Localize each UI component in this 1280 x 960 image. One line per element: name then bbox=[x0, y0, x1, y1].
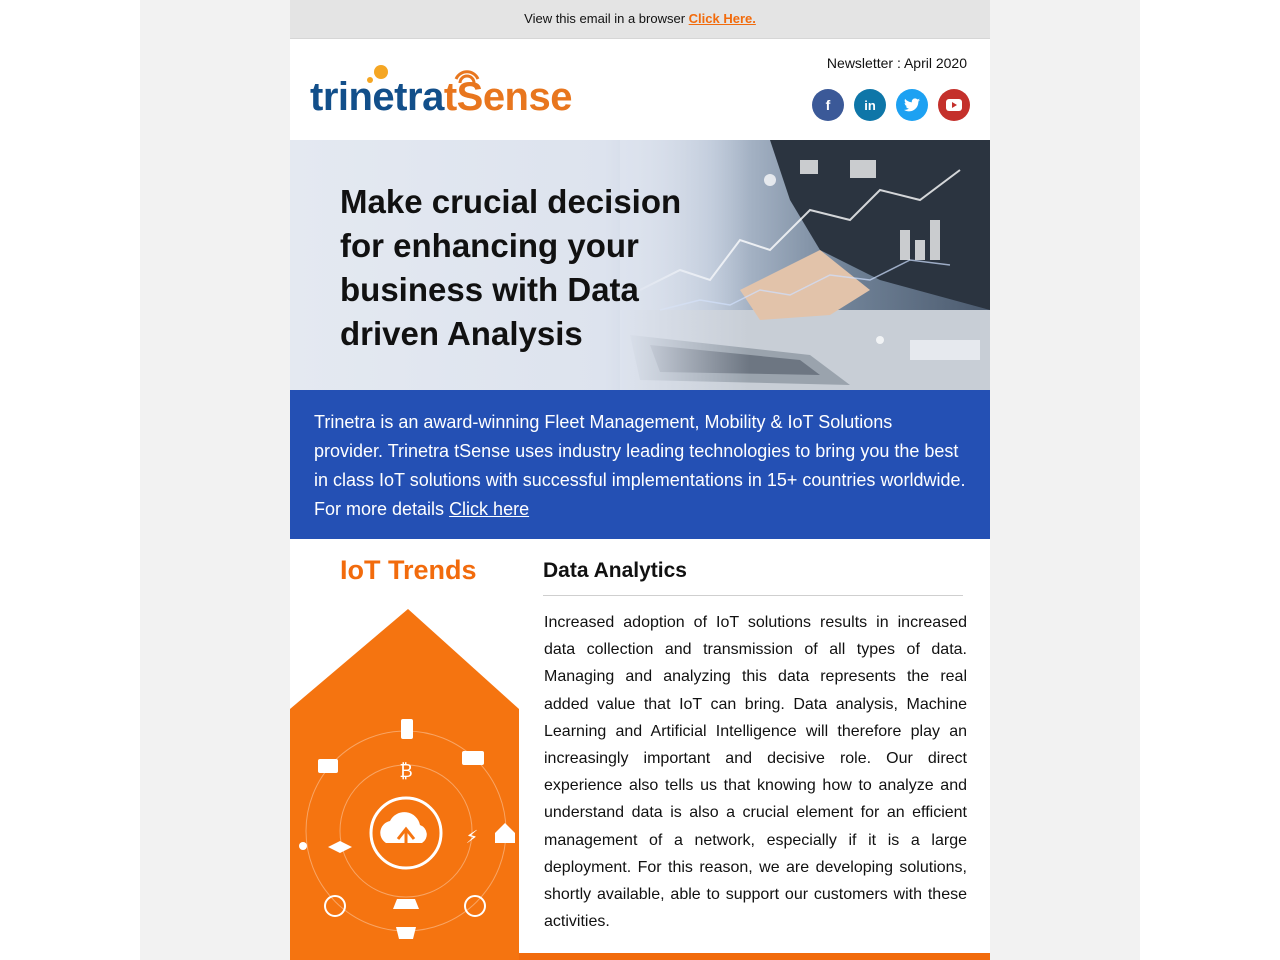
hero-headline: Make crucial decision for enhancing your business with Data driven Analysis bbox=[340, 183, 682, 352]
browser-view-text: View this email in a browser bbox=[524, 11, 686, 26]
social-links bbox=[812, 89, 970, 121]
twitter-icon[interactable] bbox=[896, 89, 928, 121]
view-in-browser-link[interactable]: Click Here. bbox=[688, 11, 756, 26]
logo-wordmark bbox=[310, 75, 572, 120]
browser-view-bar bbox=[290, 0, 990, 39]
facebook-icon[interactable]: f bbox=[812, 89, 844, 121]
section-bottom-strip bbox=[519, 953, 990, 960]
iot-cloud-illustration bbox=[290, 609, 520, 960]
section-title: IoT Trends bbox=[340, 555, 477, 585]
company-intro bbox=[290, 390, 990, 539]
article-body: Increased adoption of IoT solutions results in increased data collection and transmission of all types of data. Managing and analyzing this data represents the real added value that IoT can bring. Data analysis, Machine Learning and Artificial Intelligence will therefore play an increasingly important and decisive role. Our direct experience also tells us that knowing how to analyze and understand data is also a crucial element for an efficient management of a network, especially if it is a large deployment. For this reason, we are developing solutions, shortly available, able to support our customers with these activities. bbox=[544, 614, 967, 931]
youtube-icon[interactable] bbox=[938, 89, 970, 121]
email-header bbox=[290, 39, 990, 140]
article-divider bbox=[543, 595, 963, 596]
email-container bbox=[290, 0, 990, 960]
more-details-link[interactable]: Click here bbox=[449, 499, 530, 519]
iot-trends-section bbox=[290, 539, 990, 960]
logo-part-trinetra: trinetra bbox=[310, 75, 444, 119]
newsletter-date: Newsletter : April 2020 bbox=[826, 55, 967, 71]
intro-text: Trinetra is an award-winning Fleet Management, Mobility & IoT Solutions provider. Trinetra tSense uses industry leading technologies to bring you the best in class IoT solutions with successful implementations in 15+ countries worldwide. For more details bbox=[314, 412, 966, 519]
svg-text:₿: ₿ bbox=[399, 761, 413, 782]
article-title: Data Analytics bbox=[543, 559, 687, 582]
svg-text:⚡: ⚡ bbox=[465, 827, 479, 848]
hero-banner bbox=[290, 140, 990, 390]
linkedin-icon[interactable]: in bbox=[854, 89, 886, 121]
logo-part-tsense: tSense bbox=[443, 75, 572, 119]
